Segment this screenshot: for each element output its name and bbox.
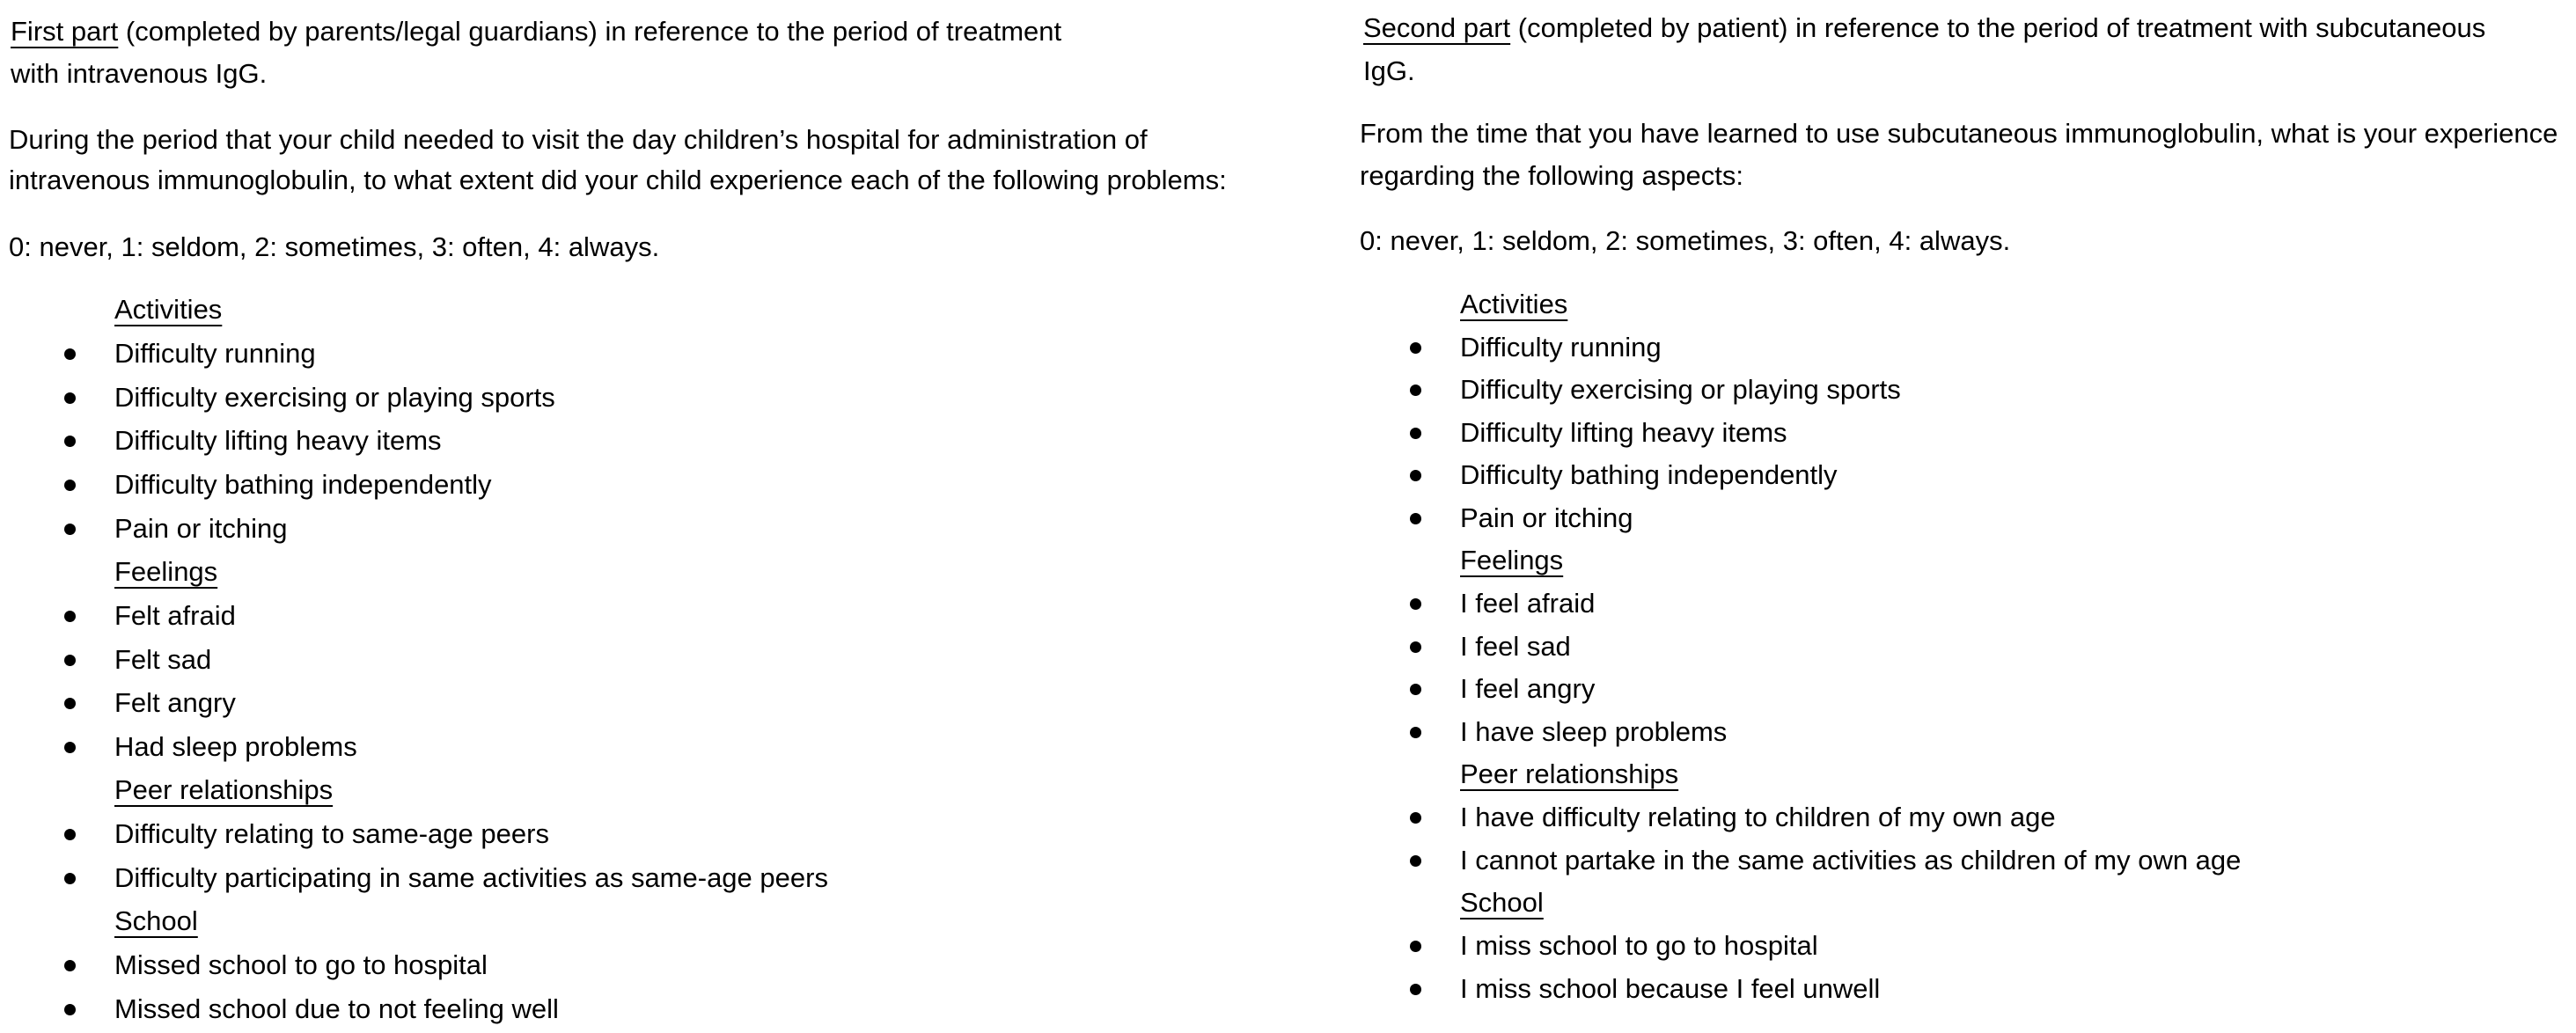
bullet-icon <box>1410 812 1421 824</box>
first-part-item: Had sleep problems <box>114 731 357 762</box>
first-part-heading-peer-relationships: Peer relationships <box>114 774 334 805</box>
second-part-intro-text: (completed by patient) in reference to the period of treatment with subcutaneous <box>1510 12 2486 43</box>
second-part-intro-line1 <box>1363 8 2485 48</box>
first-part-question-line1: During the period that your child needed to visit the day children’s hospital for administration of <box>9 124 1148 155</box>
second-part-heading-feelings: Feelings <box>1460 545 1564 575</box>
second-part-item: I cannot partake in the same activities as children of my own age <box>1460 845 2242 875</box>
second-part-item: I have sleep problems <box>1460 716 1728 747</box>
first-part-intro-line1 <box>11 11 1061 52</box>
bullet-icon <box>1410 342 1421 354</box>
first-part-item: Missed school due to not feeling well <box>114 993 559 1024</box>
second-part-item: Difficulty bathing independently <box>1460 459 1838 490</box>
second-part-intro-line2: IgG. <box>1363 55 1415 86</box>
bullet-icon <box>1410 984 1421 995</box>
first-part-item: Difficulty participating in same activities as same-age peers <box>114 862 828 893</box>
bullet-icon <box>1410 941 1421 952</box>
second-part-heading-school: School <box>1460 887 1544 918</box>
bullet-icon <box>64 480 76 491</box>
second-part-question-line1: From the time that you have learned to use subcutaneous immunoglobulin, what is your experience <box>1360 118 2558 149</box>
bullet-icon <box>1410 428 1421 439</box>
bullet-icon <box>1410 641 1421 653</box>
second-part-item: I miss school to go to hospital <box>1460 930 1818 961</box>
first-part-item: Difficulty lifting heavy items <box>114 425 442 456</box>
first-part-heading-school: School <box>114 905 198 936</box>
first-part-item: Felt angry <box>114 687 236 718</box>
second-part-item: Difficulty lifting heavy items <box>1460 417 1787 448</box>
first-part-item: Missed school to go to hospital <box>114 949 488 980</box>
bullet-icon <box>64 698 76 709</box>
bullet-icon <box>1410 684 1421 695</box>
first-part-item: Felt sad <box>114 644 212 675</box>
bullet-icon <box>64 829 76 840</box>
second-part-scale: 0: never, 1: seldom, 2: sometimes, 3: often, 4: always. <box>1360 225 2011 256</box>
second-part-item: Difficulty exercising or playing sports <box>1460 374 1901 405</box>
first-part-intro-line2: with intravenous IgG. <box>11 58 268 89</box>
bullet-icon <box>64 742 76 753</box>
first-part-item: Difficulty running <box>114 338 316 369</box>
second-part-item: Pain or itching <box>1460 502 1633 533</box>
second-part-item: I miss school because I feel unwell <box>1460 973 1881 1004</box>
bullet-icon <box>1410 513 1421 524</box>
bullet-icon <box>1410 855 1421 867</box>
first-part-intro-text: (completed by parents/legal guardians) in reference to the period of treatment <box>118 16 1062 47</box>
first-part-item: Difficulty bathing independently <box>114 469 492 500</box>
bullet-icon <box>64 873 76 884</box>
first-part-title: First part <box>11 16 119 47</box>
bullet-icon <box>64 392 76 404</box>
first-part-heading-feelings: Feelings <box>114 556 218 587</box>
first-part-item: Difficulty relating to same-age peers <box>114 818 549 849</box>
second-part-heading-peer-relationships: Peer relationships <box>1460 758 1679 789</box>
bullet-icon <box>64 436 76 447</box>
bullet-icon <box>64 960 76 971</box>
first-part-heading-activities: Activities <box>114 294 223 325</box>
first-part-item: Difficulty exercising or playing sports <box>114 382 555 413</box>
first-part-question-line2: intravenous immunoglobulin, to what extent did your child experience each of the following problems: <box>9 165 1227 195</box>
second-part-item: I feel angry <box>1460 673 1596 704</box>
second-part-item: Difficulty running <box>1460 332 1662 363</box>
bullet-icon <box>64 348 76 360</box>
second-part-title: Second part <box>1363 12 1511 43</box>
second-part-item: I have difficulty relating to children of my own age <box>1460 802 2056 832</box>
first-part-item: Felt afraid <box>114 600 236 631</box>
bullet-icon <box>64 655 76 666</box>
bullet-icon <box>1410 727 1421 738</box>
bullet-icon <box>1410 470 1421 481</box>
second-part-heading-activities: Activities <box>1460 289 1568 319</box>
bullet-icon <box>1410 598 1421 610</box>
first-part-item: Pain or itching <box>114 513 288 544</box>
bullet-icon <box>64 1004 76 1015</box>
bullet-icon <box>64 611 76 622</box>
bullet-icon <box>1410 385 1421 396</box>
first-part-scale: 0: never, 1: seldom, 2: sometimes, 3: often, 4: always. <box>9 231 660 262</box>
bullet-icon <box>64 524 76 535</box>
second-part-item: I feel afraid <box>1460 588 1596 619</box>
second-part-item: I feel sad <box>1460 631 1571 662</box>
second-part-question-line2: regarding the following aspects: <box>1360 160 1743 191</box>
